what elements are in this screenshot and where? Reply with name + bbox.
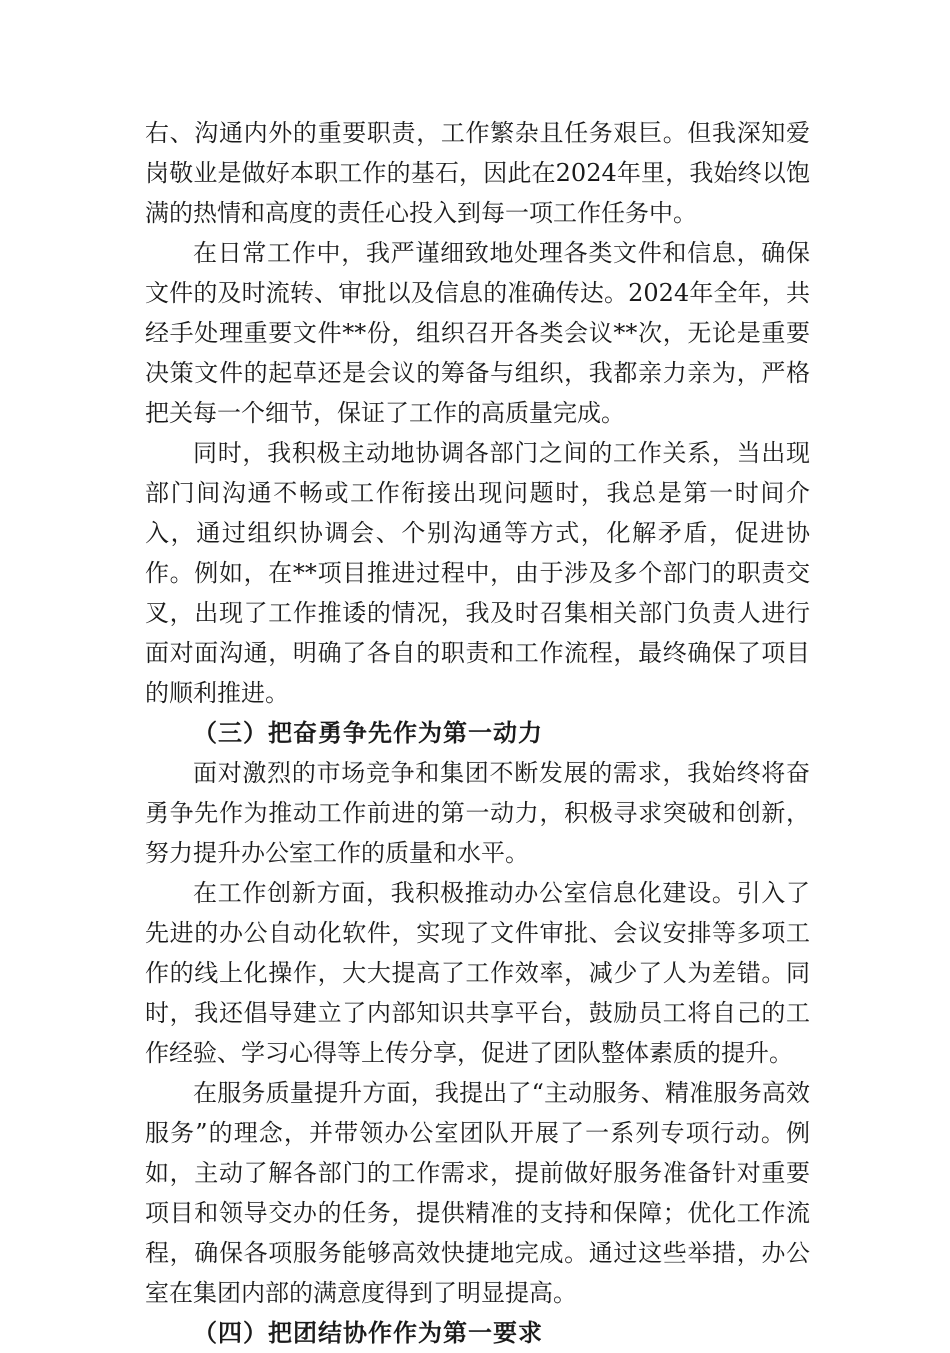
paragraph-daily-work: 在日常工作中，我严谨细致地处理各类文件和信息，确保文件的及时流转、审批以及信息的准确传达。2024年全年，共经手处理重要文件**份，组织召开各类会议**次，无论是重要决策文件的起草还是会议的筹备与组织，我都亲力亲为，严格把关每一个细节，保证了工作的高质量完成。 (145, 239, 810, 427)
paragraph-first-motivation: 面对激烈的市场竞争和集团不断发展的需求，我始终将奋勇争先作为推动工作前进的第一动力，积极寻求突破和创新，努力提升办公室工作的质量和水平。 (145, 759, 810, 867)
document-body (145, 113, 810, 1353)
paragraph-coordination: 同时，我积极主动地协调各部门之间的工作关系，当出现部门间沟通不畅或工作衔接出现问题时，我总是第一时间介入，通过组织协调会、个别沟通等方式，化解矛盾，促进协作。例如，在**项目推进过程中，由于涉及多个部门的职责交叉，出现了工作推诿的情况，我及时召集相关部门负责人进行面对面沟通，明确了各自的职责和工作流程，最终确保了项目的顺利推进。 (145, 439, 810, 707)
paragraph-continuation: 右、沟通内外的重要职责，工作繁杂且任务艰巨。但我深知爱岗敬业是做好本职工作的基石，因此在2024年里，我始终以饱满的热情和高度的责任心投入到每一项工作任务中。 (145, 119, 810, 227)
paragraph-innovation: 在工作创新方面，我积极推动办公室信息化建设。引入了先进的办公自动化软件，实现了文件审批、会议安排等多项工作的线上化操作，大大提高了工作效率，减少了人为差错。同时，我还倡导建立了内部知识共享平台，鼓励员工将自己的工作经验、学习心得等上传分享，促进了团队整体素质的提升。 (145, 879, 810, 1067)
section-heading-3: （三）把奋勇争先作为第一动力 (193, 718, 543, 747)
paragraph-service-quality: 在服务质量提升方面，我提出了“主动服务、精准服务高效服务”的理念，并带领办公室团队开展了一系列专项行动。例如，主动了解各部门的工作需求，提前做好服务准备针对重要项目和领导交办的任务，提供精准的支持和保障；优化工作流程，确保各项服务能够高效快捷地完成。通过这些举措，办公室在集团内部的满意度得到了明显提高。 (145, 1079, 810, 1307)
section-heading-4: （四）把团结协作作为第一要求 (193, 1318, 543, 1347)
